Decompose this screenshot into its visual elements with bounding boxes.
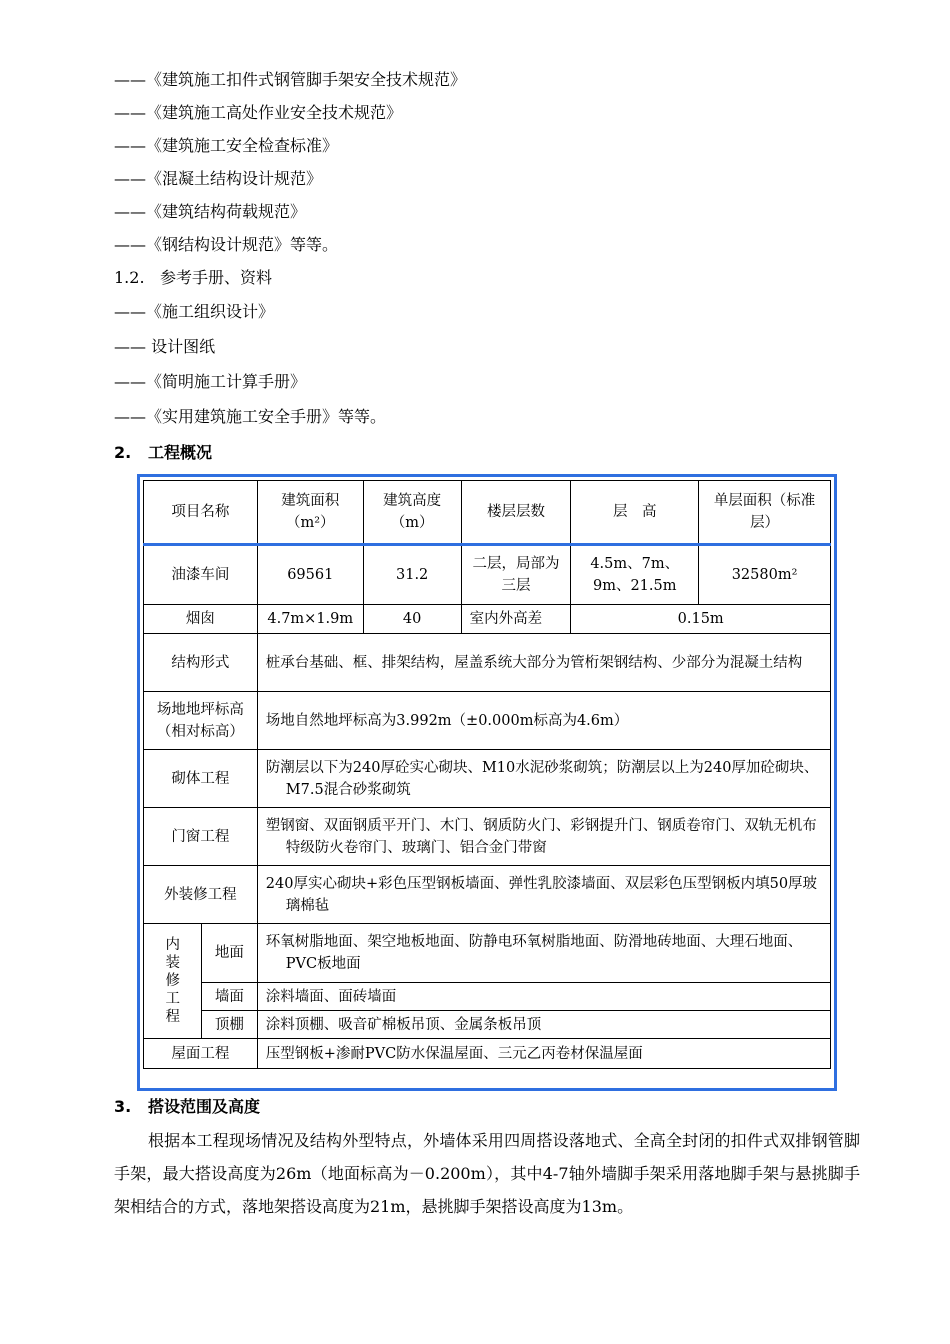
row-value: 桩承台基础、框、排架结构，屋盖系统大部分为管桁架钢结构、少部分为混凝土结构 (257, 634, 830, 692)
row-value: 场地自然地坪标高为3.992m（±0.000m标高为4.6m） (257, 692, 830, 750)
row-label: 场地地坪标高（相对标高） (144, 692, 258, 750)
row-label: 烟囱 (144, 605, 258, 634)
table-header-row (144, 481, 831, 545)
table-row (144, 866, 831, 924)
row-label: 结构形式 (144, 634, 258, 692)
table-row (144, 1011, 831, 1039)
cell-height: 31.2 (363, 545, 461, 605)
table-row (144, 808, 831, 866)
header-area: 建筑面积（m²） (257, 481, 363, 545)
section-heading-2 (114, 443, 212, 463)
section-number: 2. (114, 443, 132, 462)
section-heading-3 (114, 1097, 260, 1117)
section-title: 工程概况 (148, 443, 213, 462)
row-label-interior: 内装修工程 (144, 924, 202, 1039)
reference-item: ——《实用建筑施工安全手册》等等。 (114, 407, 387, 426)
row-label: 屋面工程 (144, 1039, 258, 1069)
section-3-paragraph: 根据本工程现场情况及结构外型特点，外墙体采用四周搭设落地式、全高全封闭的扣件式双排钢管脚手架，最大搭设高度为26m（地面标高为－0.200m），其中4-7轴外墙脚手架采用落地脚手架与悬挑脚手架相结合的方式，落地架搭设高度为21m，悬挑脚手架搭设高度为13m。 (114, 1131, 860, 1216)
sub-label: 顶棚 (201, 1011, 257, 1039)
row-value: 涂料墙面、面砖墙面 (257, 983, 830, 1011)
cell-size: 4.7m×1.9m (257, 605, 363, 634)
table-row (144, 545, 831, 605)
reference-item: ——《混凝土结构设计规范》 (114, 169, 323, 188)
row-value: 压型钢板+渗耐PVC防水保温屋面、三元乙丙卷材保温屋面 (257, 1039, 830, 1069)
sub-label: 地面 (201, 924, 257, 983)
table-row (144, 924, 831, 983)
cell-diff-value: 0.15m (571, 605, 831, 634)
cell-floor-height: 4.5m、7m、9m、21.5m (571, 545, 699, 605)
section-title: 搭设范围及高度 (148, 1097, 261, 1116)
row-label: 外装修工程 (144, 866, 258, 924)
section-number: 3. (114, 1097, 132, 1116)
header-floors: 楼层层数 (461, 481, 571, 545)
cell-floors: 二层，局部为三层 (461, 545, 571, 605)
project-overview-table (137, 474, 837, 1091)
cell-diff-label: 室内外高差 (461, 605, 571, 634)
section-heading-1-2 (114, 268, 272, 288)
reference-item: ——《建筑结构荷载规范》 (114, 202, 307, 221)
row-value: 涂料顶棚、吸音矿棉板吊顶、金属条板吊顶 (257, 1011, 830, 1039)
header-name: 项目名称 (144, 481, 258, 545)
cell-height: 40 (363, 605, 461, 634)
table-row (144, 750, 831, 808)
section-title: 参考手册、资料 (160, 268, 273, 287)
header-floor-height: 层 高 (571, 481, 699, 545)
header-single-area: 单层面积（标准层） (699, 481, 831, 545)
table-row (144, 692, 831, 750)
row-label: 油漆车间 (144, 545, 258, 605)
row-value: 240厚实心砌块+彩色压型钢板墙面、弹性乳胶漆墙面、双层彩色压型钢板内填50厚玻璃棉毡 (257, 866, 830, 924)
reference-item: ——《钢结构设计规范》等等。 (114, 235, 339, 254)
row-value: 塑钢窗、双面钢质平开门、木门、钢质防火门、彩钢提升门、钢质卷帘门、双轨无机布特级防火卷帘门、玻璃门、铝合金门带窗 (257, 808, 830, 866)
cell-area: 69561 (257, 545, 363, 605)
row-label: 砌体工程 (144, 750, 258, 808)
table-row (144, 634, 831, 692)
table-row (144, 605, 831, 634)
sub-label: 墙面 (201, 983, 257, 1011)
table-row (144, 1039, 831, 1069)
header-height: 建筑高度（m） (363, 481, 461, 545)
section-number: 1.2. (114, 268, 145, 287)
reference-item: ——《建筑施工安全检查标准》 (114, 136, 339, 155)
table-row (144, 983, 831, 1011)
reference-item: ——《施工组织设计》 (114, 302, 275, 321)
row-label: 门窗工程 (144, 808, 258, 866)
reference-item: ——《建筑施工扣件式钢管脚手架安全技术规范》 (114, 70, 467, 89)
row-value: 防潮层以下为240厚砼实心砌块、M10水泥砂浆砌筑；防潮层以上为240厚加砼砌块、M7.5混合砂浆砌筑 (257, 750, 830, 808)
reference-item: ——《简明施工计算手册》 (114, 372, 307, 391)
reference-item: ——《建筑施工高处作业安全技术规范》 (114, 103, 403, 122)
reference-item: —— 设计图纸 (114, 337, 216, 356)
row-value: 环氧树脂地面、架空地板地面、防静电环氧树脂地面、防滑地砖地面、大理石地面、PVC板地面 (257, 924, 830, 983)
cell-single-area: 32580m² (699, 545, 831, 605)
